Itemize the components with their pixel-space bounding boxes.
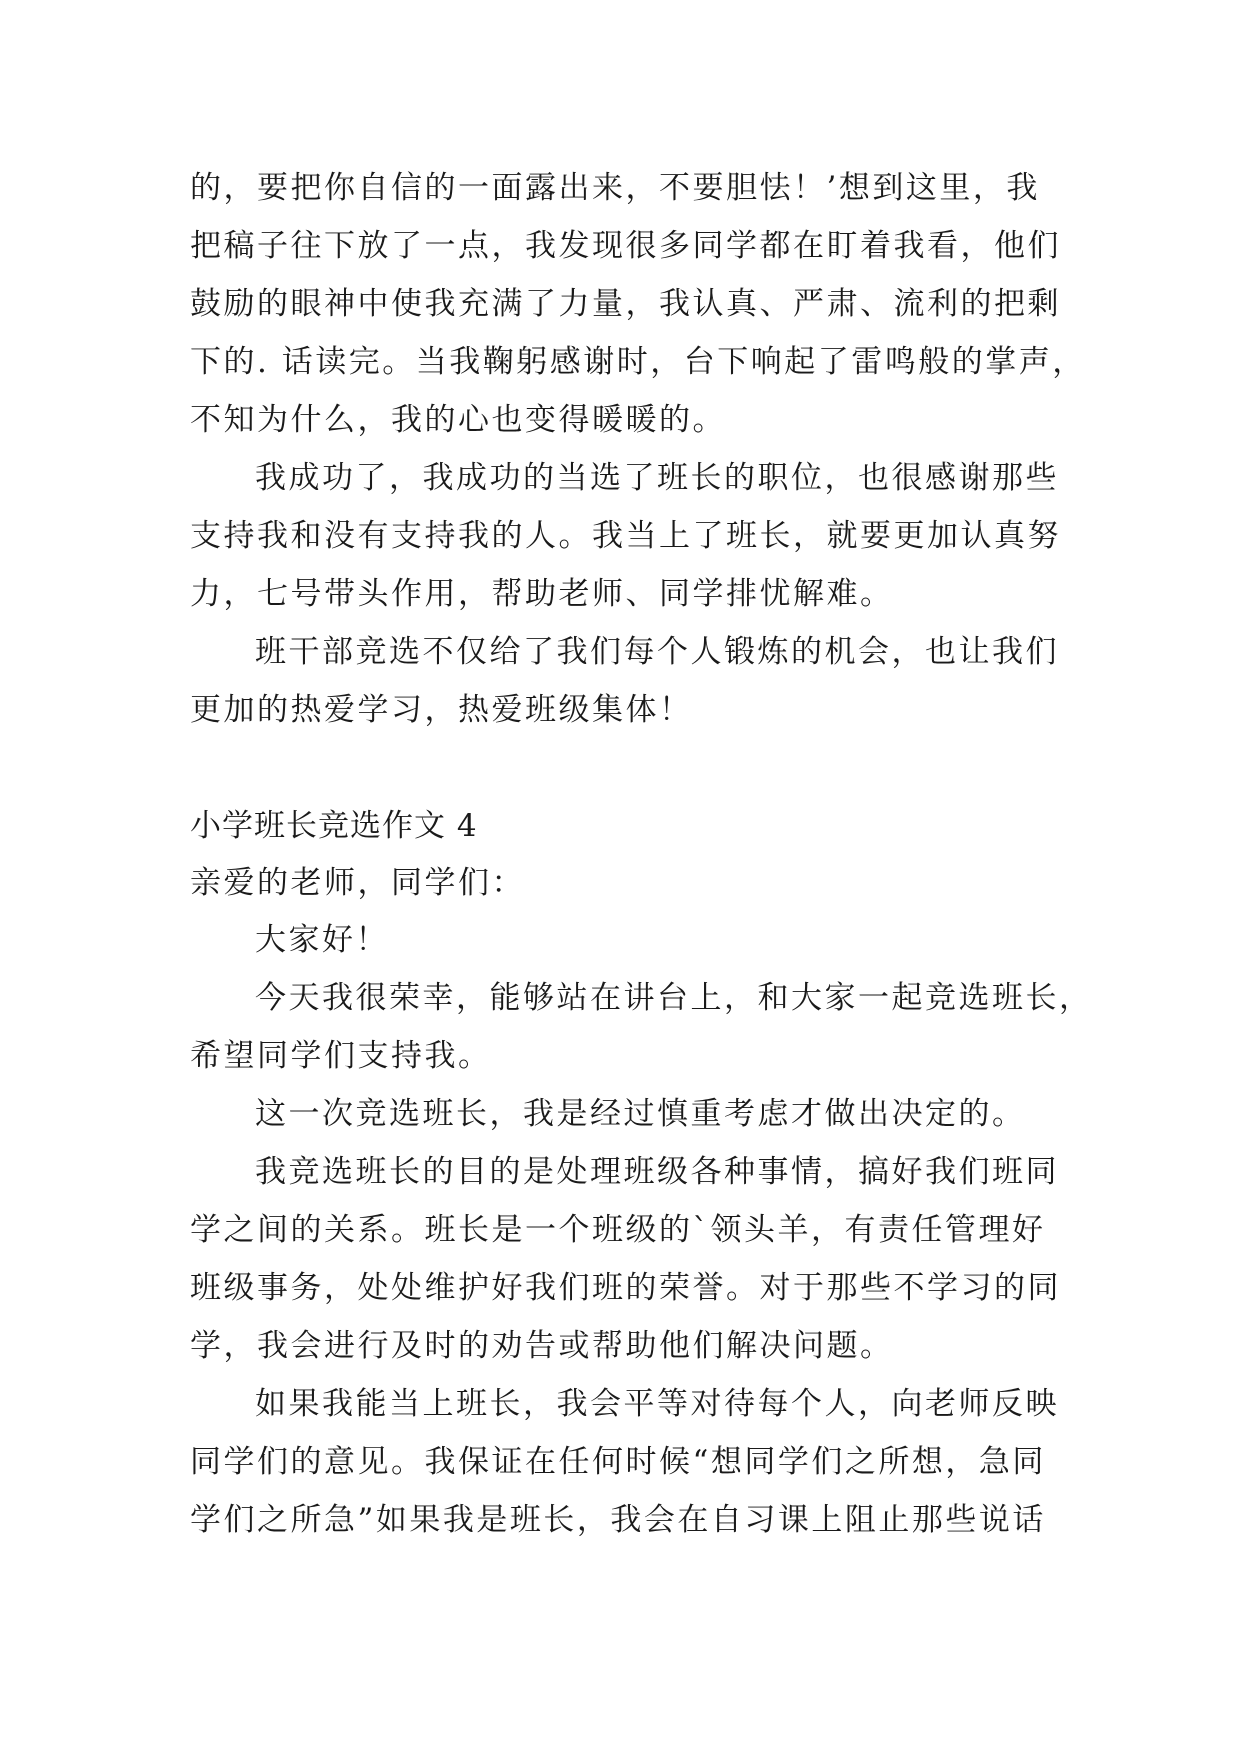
text-line: 希望同学们支持我。 (190, 1038, 492, 1074)
text-line: 学之间的关系。班长是一个班级的`领头羊，有责任管理好 (190, 1212, 1046, 1248)
text-line: 更加的热爱学习，热爱班级集体！ (190, 692, 693, 728)
text-line: 力，七号带头作用，帮助老师、同学排忧解难。 (190, 576, 894, 612)
greeting: 大家好！ (255, 922, 389, 958)
text-line: 我竞选班长的目的是处理班级各种事情，搞好我们班同 (255, 1154, 1059, 1190)
text-line: 我成功了，我成功的当选了班长的职位，也很感谢那些 (255, 460, 1059, 496)
text-line: 今天我很荣幸，能够站在讲台上，和大家一起竞选班长， (255, 980, 1093, 1016)
text-line: 这一次竞选班长，我是经过慎重考虑才做出决定的。 (255, 1096, 1026, 1132)
text-line: 鼓励的眼神中使我充满了力量，我认真、严肃、流利的把剩 (190, 286, 1061, 322)
text-line: 把稿子往下放了一点，我发现很多同学都在盯着我看，他们 (190, 228, 1061, 264)
essay-title: 小学班长竞选作文 4 (190, 808, 478, 844)
text-line: 同学们的意见。我保证在任何时候“想同学们之所想，急同 (190, 1444, 1046, 1480)
text-line: 下的. 话读完。当我鞠躬感谢时，台下响起了雷鸣般的掌声， (190, 344, 1086, 380)
text-line: 的，要把你自信的一面露出来，不要胆怯！’想到这里，我 (190, 170, 1040, 206)
text-line: 学们之所急”如果我是班长，我会在自习课上阻止那些说话 (190, 1502, 1046, 1538)
text-line: 支持我和没有支持我的人。我当上了班长，就要更加认真努 (190, 518, 1061, 554)
text-line: 班级事务，处处维护好我们班的荣誉。对于那些不学习的同 (190, 1270, 1061, 1306)
text-line: 学，我会进行及时的劝告或帮助他们解决问题。 (190, 1328, 894, 1364)
text-line: 如果我能当上班长，我会平等对待每个人，向老师反映 (255, 1386, 1059, 1422)
salutation: 亲爱的老师，同学们： (190, 865, 525, 901)
text-line: 班干部竞选不仅给了我们每个人锻炼的机会，也让我们 (255, 634, 1059, 670)
text-line: 不知为什么，我的心也变得暖暖的。 (190, 402, 726, 438)
